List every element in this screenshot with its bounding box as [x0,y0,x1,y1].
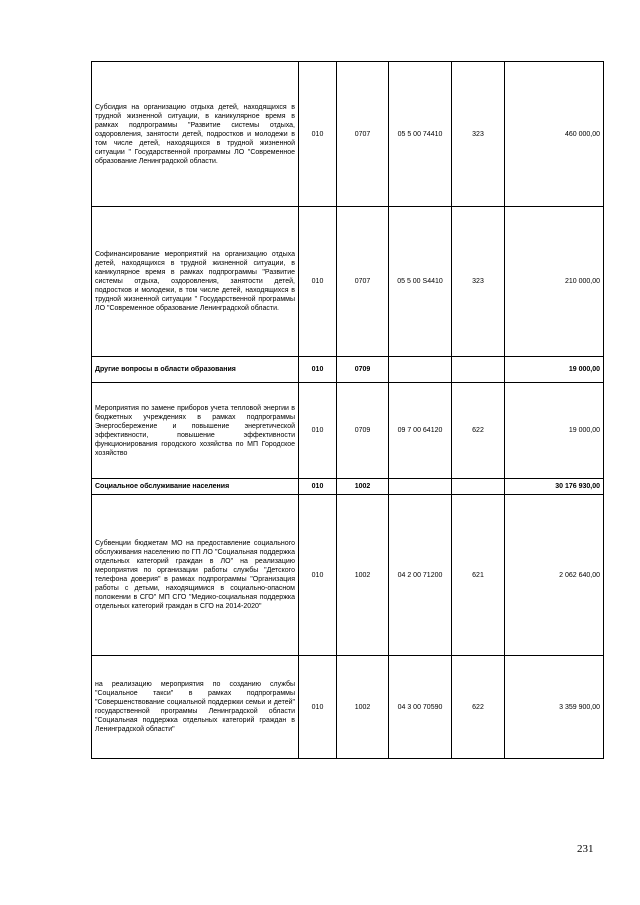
table-row [92,495,604,656]
row-section-code: 0707 [337,62,389,207]
row-description: Мероприятия по замене приборов учета тепловой энергии в бюджетных учреждениях в рамках подпрограммы Энергосбережение и повышение энергетической эффективности, повышение эффективности функционирования городского хозяйства по МП Городское хозяйство [92,383,299,479]
row-section-code: 1002 [337,656,389,759]
row-expense-type [452,479,505,495]
row-expense-type: 323 [452,62,505,207]
row-amount: 19 000,00 [505,357,604,383]
row-amount: 19 000,00 [505,383,604,479]
row-amount: 30 176 930,00 [505,479,604,495]
row-amount: 460 000,00 [505,62,604,207]
row-description: Другие вопросы в области образования [92,357,299,383]
row-description: Софинансирование мероприятий на организацию отдыха детей, находящихся в трудной жизненной ситуации, в каникулярное время в рамках подпрограммы "Развитие системы отдыха, оздоровления, занятости детей, подростков и молодежи, в том числе детей, находящихся в трудной жизненной ситуации " Государственной программы ЛО "Современное образование Ленинградской области. [92,207,299,357]
row-description: на реализацию мероприятия по созданию службы "Социальное такси" в рамках подпрограммы "Совершенствование социальной поддержки семьи и детей" государственной программы Ленинградской области "Социальная поддержка отдельных категорий граждан в Ленинградской области" [92,656,299,759]
row-admin-code: 010 [299,479,337,495]
row-amount: 2 062 640,00 [505,495,604,656]
table-row [92,656,604,759]
row-target-code: 04 2 00 71200 [389,495,452,656]
row-expense-type: 621 [452,495,505,656]
row-target-code [389,357,452,383]
row-admin-code: 010 [299,357,337,383]
row-expense-type [452,357,505,383]
page-number: 231 [577,843,594,855]
table-row [92,207,604,357]
row-section-code: 0709 [337,383,389,479]
row-section-code: 1002 [337,495,389,656]
row-admin-code: 010 [299,656,337,759]
row-admin-code: 010 [299,495,337,656]
row-target-code: 09 7 00 64120 [389,383,452,479]
row-target-code: 05 5 00 74410 [389,62,452,207]
budget-table [91,61,604,759]
row-section-code: 0707 [337,207,389,357]
row-admin-code: 010 [299,383,337,479]
row-description: Социальное обслуживание населения [92,479,299,495]
row-expense-type: 622 [452,656,505,759]
table-row [92,383,604,479]
row-admin-code: 010 [299,207,337,357]
row-section-code: 0709 [337,357,389,383]
row-target-code [389,479,452,495]
row-target-code: 04 3 00 70590 [389,656,452,759]
row-admin-code: 010 [299,62,337,207]
row-expense-type: 622 [452,383,505,479]
row-amount: 3 359 900,00 [505,656,604,759]
row-target-code: 05 5 00 S4410 [389,207,452,357]
row-expense-type: 323 [452,207,505,357]
table-row [92,62,604,207]
table-row [92,357,604,383]
row-description: Субвенции бюджетам МО на предоставление социального обслуживания населению по ГП ЛО "Социальная поддержка отдельных категорий граждан в ЛО" на реализацию мероприятия по организации работы службы "Детского телефона доверия" в рамках подпрограммы "Организация работы с детьми, находящимися в социально-опасном положении в СГО" МП СГО "Медико-социальная поддержка отдельных категорий граждан в СГО на 2014-2020" [92,495,299,656]
row-section-code: 1002 [337,479,389,495]
row-amount: 210 000,00 [505,207,604,357]
row-description: Субсидия на организацию отдыха детей, находящихся в трудной жизненной ситуации, в каникулярное время в рамках подпрограммы "Развитие системы отдыха, оздоровления, занятости детей, подростков и молодежи в том числе детей, находящихся в трудной жизненной ситуации " Государственной программы ЛО "Современное образование Ленинградской области. [92,62,299,207]
table-row [92,479,604,495]
